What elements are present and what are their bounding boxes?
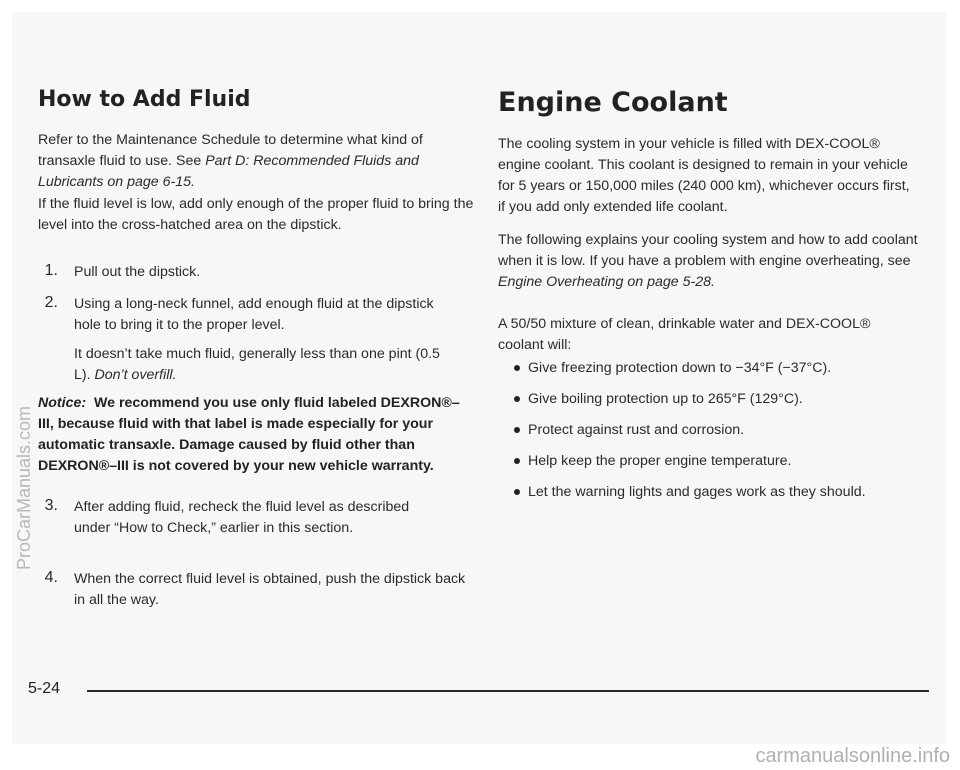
- list-item-text: Give boiling protection up to 265°F (129°C).: [528, 391, 803, 407]
- intro-text: Refer to the Maintenance Schedule to determine what kind of transaxle fluid to use. See: [38, 132, 423, 169]
- list-item: [498, 451, 918, 472]
- step-item: [38, 294, 448, 336]
- mixture-paragraph: A 50/50 mixture of clean, drinkable water and DEX-COOL® coolant will:: [498, 316, 871, 353]
- coolant-intro-paragraph: The cooling system in your vehicle is filled with DEX-COOL® engine coolant. This coolant is designed to remain in your vehicle for 5 years or 150,000 miles (240 000 km), whichever occurs first, if you add only extended life coolant.: [498, 136, 910, 215]
- bullet-icon: [514, 427, 520, 433]
- footer-divider: [87, 690, 929, 692]
- page-number: 5-24: [28, 680, 61, 697]
- fluid-low-paragraph: If the fluid level is low, add only enough of the proper fluid to bring the level into the cross-hatched area on the dipstick.: [38, 196, 474, 233]
- engine-coolant-heading: Engine Coolant: [498, 87, 728, 118]
- engine-overheating-reference: Engine Overheating on page 5-28.: [498, 274, 715, 290]
- step-note-emphasis: Don’t overfill.: [94, 367, 177, 383]
- cooling-system-text: The following explains your cooling system and how to add coolant when it is low. If you have a problem with engine overheating, see: [498, 232, 918, 269]
- manual-page: [12, 12, 946, 744]
- step-number: 2.: [44, 294, 58, 311]
- list-item-text: Give freezing protection down to −34°F (−37°C).: [528, 360, 832, 376]
- list-item-text: Protect against rust and corrosion.: [528, 422, 745, 438]
- site-watermark: carmanualsonline.info: [755, 745, 950, 767]
- list-item: [498, 358, 918, 379]
- step-item: [38, 262, 458, 283]
- intro-paragraph: [38, 130, 468, 193]
- list-item-text: Help keep the proper engine temperature.: [528, 453, 792, 469]
- step-number: 3.: [44, 497, 58, 514]
- side-watermark: ProCarManuals.com: [14, 405, 34, 570]
- step-number: 1.: [44, 262, 58, 279]
- step-text: Using a long-neck funnel, add enough fluid at the dipstick hole to bring it to the proper level.: [74, 296, 434, 333]
- cooling-system-paragraph: [498, 230, 918, 293]
- how-to-add-fluid-heading: How to Add Fluid: [38, 87, 251, 112]
- list-item: [498, 420, 918, 441]
- step-note-text: It doesn’t take much fluid, generally less than one pint (0.5 L).: [74, 346, 440, 383]
- step-text: After adding fluid, recheck the fluid level as described under “How to Check,” earlier in this section.: [74, 499, 410, 536]
- step-text: When the correct fluid level is obtained, push the dipstick back in all the way.: [74, 571, 466, 608]
- list-item: [498, 389, 918, 410]
- list-item-text: Let the warning lights and gages work as they should.: [528, 484, 866, 500]
- bullet-icon: [514, 396, 520, 402]
- step-text: Pull out the dipstick.: [74, 264, 201, 280]
- notice-block: [38, 393, 468, 477]
- coolant-benefits-list: [498, 358, 918, 503]
- notice-text: We recommend you use only fluid labeled DEXRON®–III, because fluid with that label is made especially for your automatic transaxle. Damage caused by fluid other than DEXRON®–III is not covered by your new vehicle warranty.: [38, 395, 460, 474]
- list-item: [498, 482, 888, 503]
- bullet-icon: [514, 365, 520, 371]
- bullet-icon: [514, 458, 520, 464]
- step-note: [74, 344, 454, 386]
- intro-reference: Part D: Recommended Fluids and Lubricants on page 6-15.: [38, 153, 419, 190]
- step-number: 4.: [44, 569, 58, 586]
- bullet-icon: [514, 489, 520, 495]
- step-item: [38, 497, 438, 539]
- step-item: [38, 569, 468, 611]
- notice-label: Notice:: [38, 395, 87, 411]
